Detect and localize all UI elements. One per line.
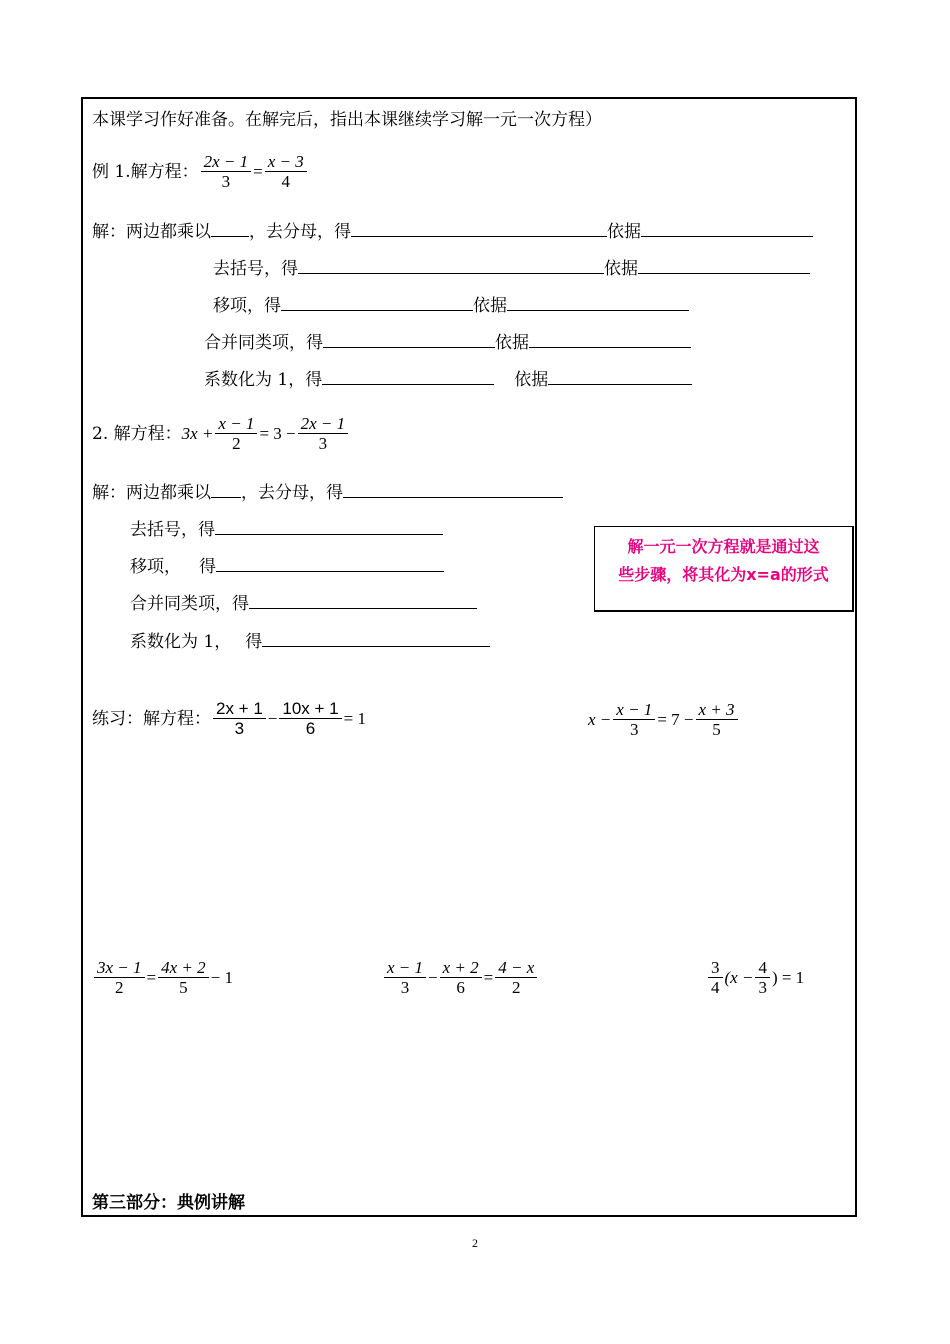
practice-3: $\frac{3x - 1}{2}$ = $\frac{4x + 2}{5}$ − 1	[92, 958, 233, 997]
solution1-line4: 合并同类项，得 依据	[204, 333, 691, 353]
solution2-line1: 解：两边都乘以 ，去分母，得	[92, 483, 563, 503]
blank2-step3[interactable]	[216, 557, 444, 572]
blank2-multiplier[interactable]	[211, 483, 241, 498]
example2-fraction1: $\frac{x - 1}{2}$	[215, 414, 257, 453]
blank-step3[interactable]	[281, 296, 473, 311]
solution1-line2: 去括号，得 依据	[213, 259, 810, 279]
example1-equals: =	[253, 161, 263, 181]
method-callout: 解一元一次方程就是通过这 些步骤，将其化为x=a的形式	[594, 526, 854, 612]
solution2-line3: 移项， 得	[130, 557, 444, 577]
blank-step1[interactable]	[351, 222, 607, 237]
page-number: 2	[472, 1236, 478, 1250]
example1-lhs-fraction: $\frac{2x - 1}{3}$	[201, 152, 252, 191]
example1-label: 例 1.解方程：	[92, 161, 199, 182]
solution1-line1: 解：两边都乘以 ，去分母，得 依据	[92, 222, 813, 242]
blank-basis3[interactable]	[507, 296, 689, 311]
practice-4: $\frac{x - 1}{3}$ − $\frac{x + 2}{6}$ = $\frac{4 - x}{2}$	[382, 958, 539, 997]
practice-1: 练习：解方程： $\frac{2x + 1}{3}$ − $\frac{10x + 1}{6}$ = 1	[92, 699, 366, 738]
blank2-step1[interactable]	[343, 483, 563, 498]
blank-multiplier[interactable]	[211, 222, 249, 237]
blank2-step4[interactable]	[249, 594, 477, 609]
blank-basis5[interactable]	[548, 370, 692, 385]
blank-basis4[interactable]	[529, 333, 691, 348]
solution1-line5: 系数化为 1，得 依据	[204, 370, 692, 390]
intro-line: 本课学习作好准备。在解完后，指出本课继续学习解一元一次方程）	[92, 110, 602, 130]
practice-5: $\frac{3}{4}$ (x − $\frac{4}{3}$ ) = 1	[706, 958, 804, 997]
solution2-line2: 去括号，得	[130, 520, 443, 540]
example1	[92, 152, 309, 191]
section3-heading: 第三部分：典例讲解	[92, 1193, 245, 1213]
blank-basis1[interactable]	[641, 222, 813, 237]
solution2-line4: 合并同类项，得	[130, 594, 477, 614]
example2: 2. 解方程： 3x + $\frac{x - 1}{2}$ = 3 − $\frac{2x - 1}{3}$	[92, 414, 350, 453]
example1-rhs-fraction: $\frac{x - 3}{4}$	[265, 152, 307, 191]
blank-basis2[interactable]	[638, 259, 810, 274]
blank-step2[interactable]	[298, 259, 604, 274]
example2-fraction2: $\frac{2x - 1}{3}$	[298, 414, 349, 453]
blank-step5[interactable]	[322, 370, 494, 385]
example2-label: 2. 解方程：	[92, 423, 182, 444]
solution1-line3: 移项，得 依据	[213, 296, 689, 316]
blank-step4[interactable]	[323, 333, 495, 348]
solution2-line5: 系数化为 1， 得	[130, 632, 490, 652]
practice-2: x − $\frac{x - 1}{3}$ = 7 − $\frac{x + 3}{5}$	[588, 700, 740, 739]
practice-label: 练习：解方程：	[92, 708, 211, 729]
blank2-step2[interactable]	[215, 520, 443, 535]
blank2-step5[interactable]	[262, 632, 490, 647]
